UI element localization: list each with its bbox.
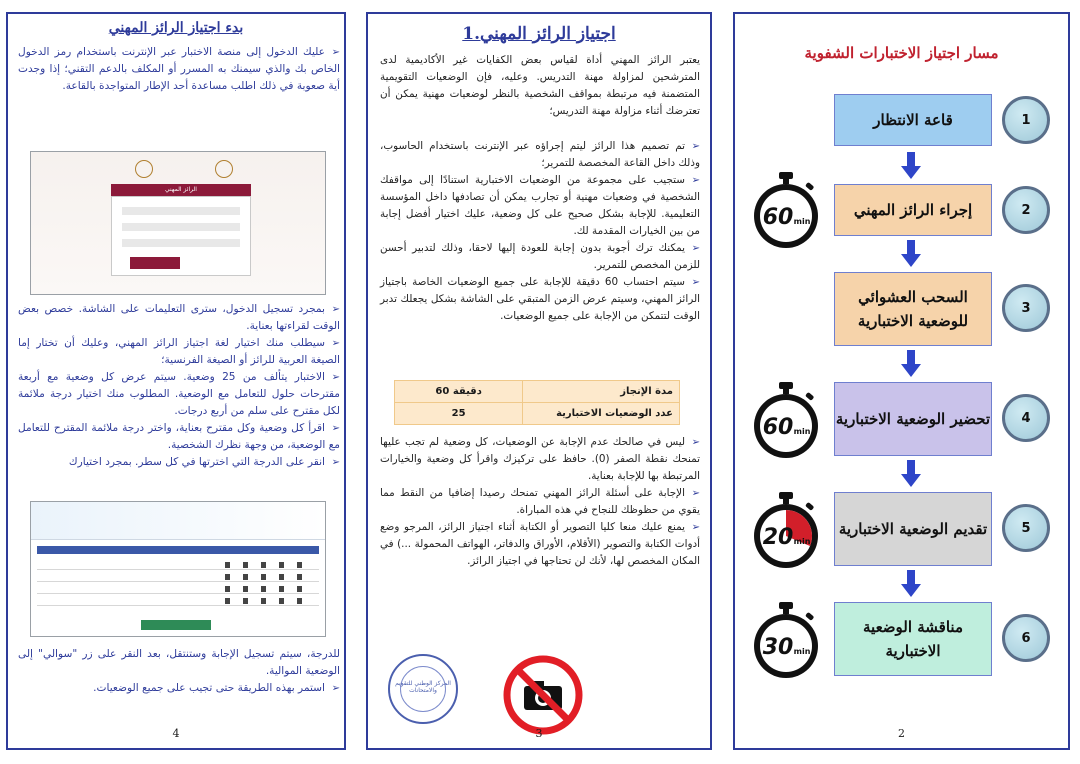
step-box-preparation: تحضير الوضعية الاختبارية [834, 382, 992, 456]
timer-unit: min [793, 647, 811, 656]
table-cell-label: مدة الإنجاز [523, 381, 680, 403]
timer-value: 30 [762, 635, 794, 660]
table-cell-label: عدد الوضعيات الاختبارية [523, 403, 680, 425]
timer-value: 60 [762, 205, 794, 230]
step-number-1: 1 [1002, 96, 1050, 144]
table-cell-value: 25 [395, 403, 523, 425]
bullet-list-2 [380, 434, 700, 570]
bullet-item: ➢اقرأ كل وضعية وكل مقترح بعناية، واختر درجة ملائمة المقترح للتعامل مع الوضعية، من وجهة نظرك الشخصية. [18, 422, 340, 451]
bullet-item: ➢ستجيب على مجموعة من الوضعيات الاختبارية استنادًا إلى مواقفك الشخصية في وضعيات مهنية أو تجارب يمكن أن تصادفها داخل المؤسسة التعليمية. للإجابة بشكل صحيح على كل وضعية، عليك اختيار أفضل إجابة من بين الخيارات المقدمة لك. [380, 174, 700, 237]
panel-title: بدء اجتياز الرائز المهني [108, 20, 244, 36]
bullet-item: للدرجة، سيتم تسجيل الإجابة وستنتقل، بعد النقر على زر "سوالي" إلى الوضعية الموالية. [18, 648, 340, 677]
login-screenshot [30, 151, 326, 295]
bullet-list [380, 138, 700, 325]
panel-page-2 [733, 12, 1070, 750]
bullet-item: ➢سيتم احتساب 60 دقيقة للإجابة على جميع الوضعيات الخاصة باجتياز الرائز المهني، وسيتم عرض الزمن المتبقي على الشاشة بشكل يجعلك تدبر الوقت لتتمكن من الإجابة على جميع الوضعيات. [380, 276, 700, 322]
table-row [37, 560, 319, 570]
bullet-item: ➢تم تصميم هذا الرائز ليتم إجراؤه عبر الإنترنت باستخدام الحاسوب، وذلك داخل القاعة المخصصة للتمرير؛ [380, 140, 700, 169]
step-number-4: 4 [1002, 394, 1050, 442]
login-form [111, 196, 251, 276]
page-number: 2 [898, 727, 905, 740]
login-button [130, 257, 180, 269]
step-number-3: 3 [1002, 284, 1050, 332]
step-number-5: 5 [1002, 504, 1050, 552]
stopwatch-icon [748, 490, 824, 572]
arrow-down-icon [900, 570, 922, 598]
table-row [37, 572, 319, 582]
bullet-item: ➢انقر على الدرجة التي اخترتها في كل سطر. بمجرد اختيارك [18, 454, 340, 471]
official-stamp: المركز الوطني للتقويم والامتحانات [388, 654, 458, 724]
arrow-icon: ➢ [331, 47, 340, 58]
step-number-6: 6 [1002, 614, 1050, 662]
arrow-down-icon [900, 460, 922, 488]
stopwatch-icon [748, 600, 824, 682]
bullet-item: ➢الاختبار يتألف من 25 وضعية. سيتم عرض كل وضعية مع أربعة مقترحات حلول للتعامل مع الوضعية. المطلوب منك اختيار درجة ملائمة لكل مقترح على سلم من أربع درجات. [18, 371, 340, 417]
timer-unit: min [793, 537, 811, 546]
timer-unit: min [793, 217, 811, 226]
bullet-item: ➢يمكنك ترك أجوبة بدون إجابة للعودة إليها لاحقا، وذلك لتدبير أحسن للزمن المخصص للتمرير. [380, 242, 700, 271]
bullet-item: ➢استمر بهذه الطريقة حتى تجيب على جميع الوضعيات. [18, 680, 340, 697]
page-number: 3 [535, 727, 543, 740]
table-cell-value: 60 دقيقة [395, 381, 523, 403]
step-box-professional-test: إجراء الرائز المهني [834, 184, 992, 236]
exam-info-table [394, 380, 680, 425]
arrow-icon: ➢ [331, 683, 340, 694]
bullet-list-bottom [18, 646, 340, 697]
arrow-icon: ➢ [331, 372, 340, 383]
arrow-down-icon [900, 240, 922, 268]
arrow-icon: ➢ [691, 488, 700, 499]
bullet-item: ➢سيطلب منك اختيار لغة اجتياز الرائز المهني، وعليك أن تختار إما الصيغة العربية للرائز أو الصيغة الفرنسية؛ [18, 337, 340, 366]
panel-title: 1.اجتياز الرائز المهني [462, 24, 616, 44]
arrow-icon: ➢ [691, 277, 700, 288]
step-box-random-draw: السحب العشوائي للوضعية الاختبارية [834, 272, 992, 346]
stopwatch-icon [748, 380, 824, 462]
no-camera-icon [502, 654, 584, 736]
bullet-login: ➢عليك الدخول إلى منصة الاختبار عبر الإنترنت باستخدام رمز الدخول الخاص بك والذي سيمنك به المسرر أو المكلف بالدعم التقني؛ إذا وجدت أية صعوبة في ذلك اطلب مساعدة أحد الإطار المتواجدة بالقاعة. [18, 46, 340, 92]
arrow-icon: ➢ [331, 457, 340, 468]
bullet-list-mid [18, 301, 340, 471]
table-row [37, 596, 319, 606]
arrow-icon: ➢ [691, 522, 700, 533]
step-box-waiting-room: قاعة الانتظار [834, 94, 992, 146]
panel-page-3 [366, 12, 712, 750]
bullet-item: ➢ليس في صالحك عدم الإجابة عن الوضعيات، كل وضعية لم تجب عليها تمنحك نقطة الصفر (0). حافظ على تركيزك واقرأ كل وضعية والخيارات المرتبطة بها للإجابة بعناية. [380, 436, 700, 482]
step-number-2: 2 [1002, 186, 1050, 234]
arrow-icon: ➢ [691, 437, 700, 448]
next-button [141, 620, 211, 630]
bullet-item: ➢يمنع عليك منعا كليا التصوير أو الكتابة أثناء اجتياز الرائز، المرجو وضع أدوات الكتابة والتصوير (الأقلام، الأوراق والدفاتر، الهواتف المحمولة ...) في المكان المخصص لها، لأنك لن تحتاجها في اجتياز الرائز. [380, 521, 700, 567]
arrow-down-icon [900, 152, 922, 180]
bullet-item: ➢بمجرد تسجيل الدخول، سترى التعليمات على الشاشة. خصص بعض الوقت لقراءتها بعناية. [18, 303, 340, 332]
arrow-icon: ➢ [691, 175, 700, 186]
emblem-icon [215, 160, 233, 178]
panel-title: مسار اجتياز الاختبارات الشفوية [804, 44, 999, 62]
arrow-icon: ➢ [331, 304, 340, 315]
table-row [395, 403, 680, 425]
arrow-down-icon [900, 350, 922, 378]
step-box-discussion: مناقشة الوضعية الاختبارية [834, 602, 992, 676]
test-screenshot [30, 501, 326, 637]
stopwatch-icon [748, 170, 824, 252]
timer-unit: min [793, 427, 811, 436]
screenshot-band: الرائز المهني [111, 184, 251, 196]
arrow-icon: ➢ [331, 423, 340, 434]
page-number: 4 [172, 727, 180, 740]
panel-page-4 [6, 12, 346, 750]
arrow-icon: ➢ [331, 338, 340, 349]
emblem-icon [135, 160, 153, 178]
step-box-presentation: تقديم الوضعية الاختبارية [834, 492, 992, 566]
timer-value: 60 [762, 415, 794, 440]
table-row [395, 381, 680, 403]
bullet-item: ➢الإجابة على أسئلة الرائز المهني تمنحك رصيدا إضافيا من النقط مما يقوي من حظوظك للنجاح في هذه المباراة. [380, 487, 700, 516]
table-row [37, 584, 319, 594]
intro-paragraph: يعتبر الرائز المهني أداة لقياس بعض الكفايات غير الأكاديمية لدى المترشحين لمزاولة مهنة التدريس. وعليه، فإن الوضعيات التقويمية المتضمنة فيه مرتبطة بمواقف الشخصية بالنظر لوضعيات مهنية يمكن أن تعترضك أثناء مزاولة مهنة التدريس؛ [380, 54, 700, 117]
arrow-icon: ➢ [691, 141, 700, 152]
timer-value: 20 [762, 525, 794, 550]
arrow-icon: ➢ [691, 243, 700, 254]
